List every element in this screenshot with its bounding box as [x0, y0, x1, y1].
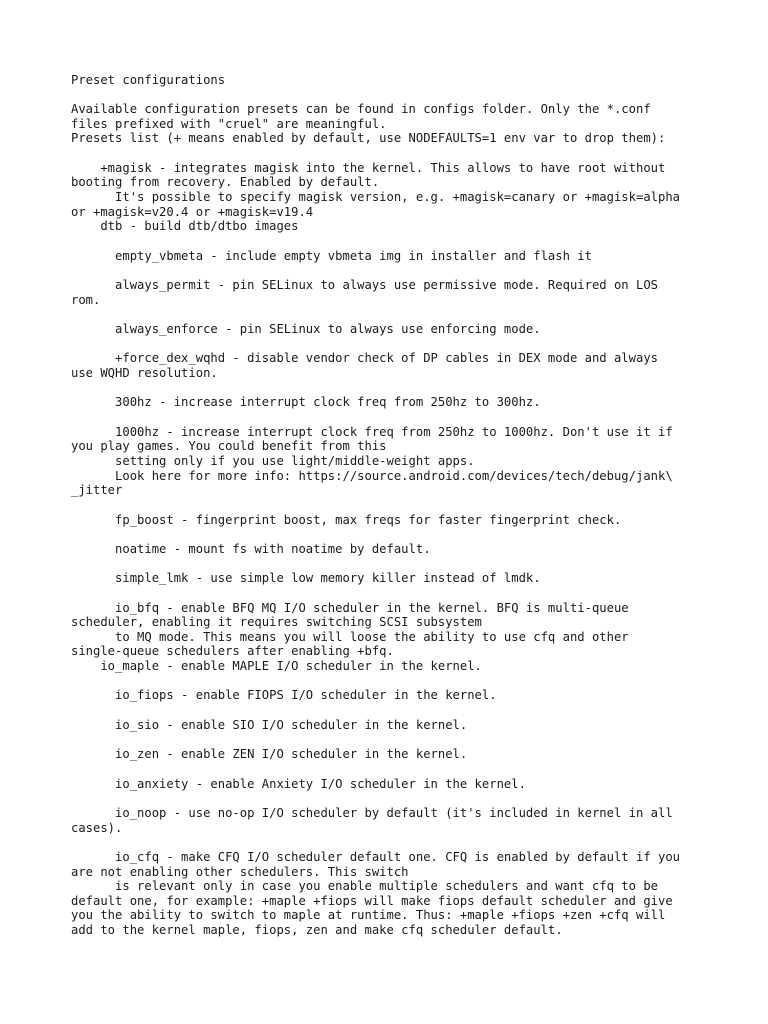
text-line: to MQ mode. This means you will loose the ability to use cfq and other: [71, 630, 629, 644]
text-line: booting from recovery. Enabled by default.: [71, 175, 380, 189]
text-line: scheduler, enabling it requires switching SCSI subsystem: [71, 615, 482, 629]
text-line: always_enforce - pin SELinux to always use enforcing mode.: [71, 322, 541, 336]
text-line: or +magisk=v20.4 or +magisk=v19.4: [71, 205, 314, 219]
text-line: io_zen - enable ZEN I/O scheduler in the kernel.: [71, 747, 468, 761]
text-line: io_cfq - make CFQ I/O scheduler default one. CFQ is enabled by default if you: [71, 850, 681, 864]
text-line: io_maple - enable MAPLE I/O scheduler in the kernel.: [71, 659, 482, 673]
text-line: io_bfq - enable BFQ MQ I/O scheduler in the kernel. BFQ is multi-queue: [71, 601, 629, 615]
text-line: Look here for more info: https://source.android.com/devices/tech/debug/jank\: [71, 469, 673, 483]
text-line: 300hz - increase interrupt clock freq from 250hz to 300hz.: [71, 395, 541, 409]
text-line: fp_boost - fingerprint boost, max freqs for faster fingerprint check.: [71, 513, 622, 527]
text-line: _jitter: [71, 483, 123, 497]
text-line: io_fiops - enable FIOPS I/O scheduler in the kernel.: [71, 688, 497, 702]
text-line: default one, for example: +maple +fiops will make fiops default scheduler and give: [71, 894, 673, 908]
text-line: noatime - mount fs with noatime by default.: [71, 542, 431, 556]
text-line: io_anxiety - enable Anxiety I/O scheduler in the kernel.: [71, 777, 526, 791]
text-line: single-queue schedulers after enabling +bfq.: [71, 644, 394, 658]
text-line: It's possible to specify magisk version, e.g. +magisk=canary or +magisk=alpha: [71, 190, 681, 204]
text-line: empty_vbmeta - include empty vbmeta img in installer and flash it: [71, 249, 592, 263]
document-title: Preset configurations: [71, 73, 226, 87]
text-line: io_noop - use no-op I/O scheduler by default (it's included in kernel in all: [71, 806, 673, 820]
text-line: files prefixed with "cruel" are meaningful.: [71, 117, 387, 131]
text-line: Presets list (+ means enabled by default, use NODEFAULTS=1 env var to drop them):: [71, 131, 666, 145]
text-line: use WQHD resolution.: [71, 366, 218, 380]
text-line: are not enabling other schedulers. This switch: [71, 865, 409, 879]
text-line: io_sio - enable SIO I/O scheduler in the kernel.: [71, 718, 468, 732]
text-line: +magisk - integrates magisk into the kernel. This allows to have root without: [71, 161, 666, 175]
text-line: you play games. You could benefit from this: [71, 439, 387, 453]
text-line: is relevant only in case you enable multiple schedulers and want cfq to be: [71, 879, 658, 893]
text-line: simple_lmk - use simple low memory killer instead of lmdk.: [71, 571, 541, 585]
text-line: setting only if you use light/middle-weight apps.: [71, 454, 475, 468]
text-line: add to the kernel maple, fiops, zen and make cfq scheduler default.: [71, 923, 563, 937]
text-line: rom.: [71, 293, 101, 307]
text-line: cases).: [71, 821, 123, 835]
text-line: Available configuration presets can be found in configs folder. Only the *.conf: [71, 102, 651, 116]
text-line: 1000hz - increase interrupt clock freq from 250hz to 1000hz. Don't use it if: [71, 425, 673, 439]
text-line: always_permit - pin SELinux to always use permissive mode. Required on LOS: [71, 278, 658, 292]
text-line: +force_dex_wqhd - disable vendor check of DP cables in DEX mode and always: [71, 351, 658, 365]
text-line: dtb - build dtb/dtbo images: [71, 219, 299, 233]
text-line: you the ability to switch to maple at runtime. Thus: +maple +fiops +zen +cfq will: [71, 908, 666, 922]
